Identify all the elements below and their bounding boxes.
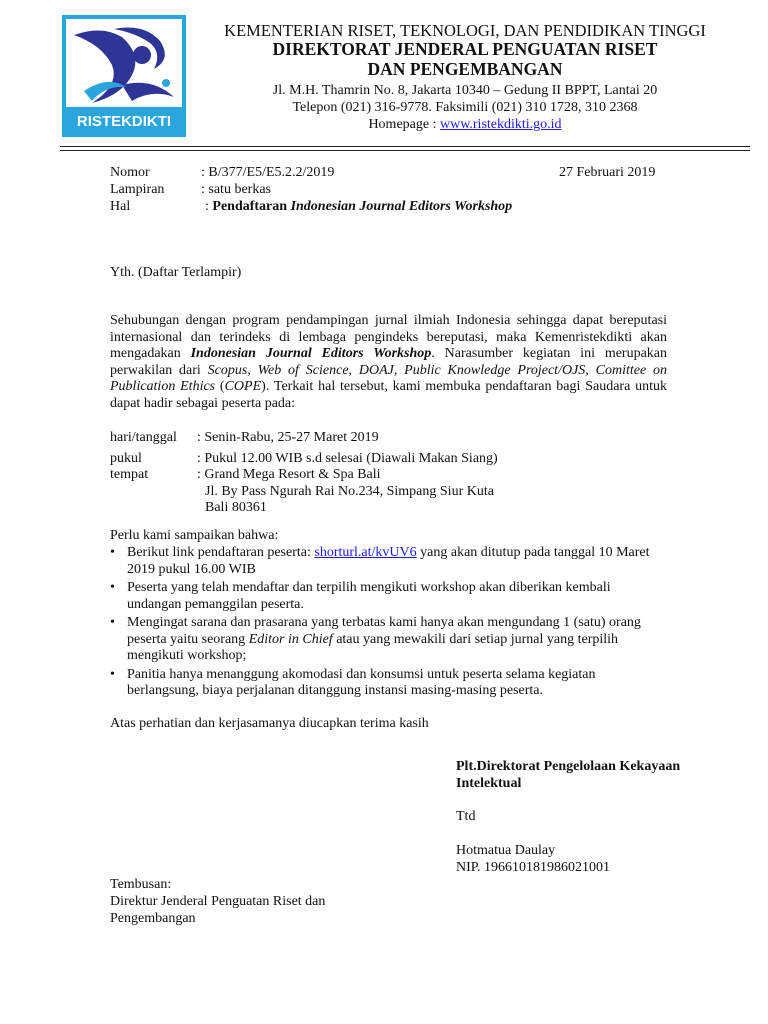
recipient: Yth. (Daftar Terlampir) bbox=[110, 265, 242, 280]
note-text: atau yang mewakili dari setiap jurnal yang terpilih mengikuti workshop; bbox=[127, 631, 619, 663]
directorate-line2: DAN PENGEMBANGAN bbox=[367, 59, 563, 79]
list-item: • Panitia hanya menanggung akomodasi dan konsumsi untuk peserta selama kegiatan berlangsung, biaya perjalanan ditanggung instansi masing-masing peserta. bbox=[110, 667, 667, 700]
hal-subject: Pendaftaran bbox=[212, 199, 291, 214]
body-text: ). Terkait hal tersebut, kami membuka pendaftaran bagi Saudara untuk dapat hadir sebagai peserta pada: bbox=[110, 379, 667, 411]
place-value: : Grand Mega Resort & Spa Bali bbox=[197, 467, 381, 482]
place-label: tempat bbox=[110, 467, 149, 482]
list-item bbox=[110, 545, 667, 578]
logo-text: RISTEKDIKTI bbox=[76, 113, 172, 130]
signature-ttd: Ttd bbox=[456, 809, 476, 824]
body-text: ( bbox=[215, 379, 225, 394]
event-name: Indonesian Journal Editors Workshop bbox=[190, 346, 432, 361]
cope: COPE bbox=[224, 379, 262, 394]
nomor-value: : B/377/E5/E5.2.2/2019 bbox=[201, 165, 335, 180]
logo-graphic bbox=[62, 15, 186, 137]
ministry-name: KEMENTERIAN RISET, TEKNOLOGI, DAN PENDIDIKAN TINGGI bbox=[224, 21, 706, 40]
body-paragraph bbox=[110, 313, 667, 412]
lampiran-label: Lampiran bbox=[110, 182, 165, 197]
signature-title-text: Intelektual bbox=[456, 776, 522, 791]
note-text: Berikut link pendaftaran peserta: bbox=[127, 545, 315, 560]
note-text: Mengingat sarana dan prasarana yang terbatas kami hanya akan mengundang 1 (satu) orang peserta yaitu seorang bbox=[127, 615, 641, 647]
note-text: yang akan ditutup pada tanggal 10 Maret 2019 pukul 16.00 WIB bbox=[127, 545, 650, 577]
hal-event: Indonesian Journal Editors Workshop bbox=[290, 199, 513, 214]
place-address-2: Bali 80361 bbox=[205, 500, 267, 515]
editor-in-chief: Editor in Chief bbox=[248, 631, 333, 647]
hal-label: Hal bbox=[110, 199, 131, 214]
cc-line-1: Direktur Jenderal Penguatan Riset dan bbox=[110, 894, 326, 909]
notes-intro: Perlu kami sampaikan bahwa: bbox=[110, 528, 279, 543]
signatory-nip: NIP. 196610181986021001 bbox=[456, 860, 611, 875]
nomor-label: Nomor bbox=[110, 165, 150, 180]
signature-title-text: Plt.Direktorat Pengelolaan Kekayaan bbox=[456, 759, 681, 774]
phone-fax: Telepon (021) 316-9778. Faksimili (021) 310 1728, 310 2368 bbox=[292, 100, 638, 115]
header-rule-thin bbox=[60, 150, 750, 151]
place-address-1: Jl. By Pass Ngurah Rai No.234, Simpang Siur Kuta bbox=[205, 484, 494, 499]
header-rule bbox=[60, 146, 750, 147]
time-value: : Pukul 12.00 WIB s.d selesai (Diawali Makan Siang) bbox=[197, 451, 498, 466]
cc-line-2: Pengembangan bbox=[110, 911, 196, 926]
list-item: • Peserta yang telah mendaftar dan terpilih mengikuti workshop akan diberikan kembali undangan pemanggilan peserta. bbox=[110, 580, 667, 613]
signatory-name: Hotmatua Daulay bbox=[456, 843, 556, 858]
day-label: hari/tanggal bbox=[110, 430, 177, 445]
registration-link[interactable]: shorturl.at/kvUV6 bbox=[314, 545, 417, 560]
notes-list bbox=[110, 545, 667, 702]
hal-value bbox=[205, 199, 512, 216]
homepage-label: Homepage : bbox=[368, 117, 440, 132]
hal-colon: : bbox=[205, 199, 209, 214]
lampiran-value: : satu berkas bbox=[201, 182, 271, 197]
body-text: Sehubungan dengan program pendampingan jurnal ilmiah Indonesia sehingga dapat bereputasi internasional dan terindeks di lembaga pengindeks bereputasi, maka Kemenristekdikti akan mengadakan bbox=[110, 313, 667, 361]
directorate-line1: DIREKTORAT JENDERAL PENGUATAN RISET bbox=[272, 39, 658, 59]
signature-title-1 bbox=[456, 758, 680, 775]
signature-title-2 bbox=[456, 775, 521, 792]
closing: Atas perhatian dan kerjasamanya diucapkan terima kasih bbox=[110, 716, 429, 731]
ristekdikti-logo bbox=[62, 15, 186, 137]
address: Jl. M.H. Thamrin No. 8, Jakarta 10340 – Gedung II BPPT, Lantai 20 bbox=[272, 83, 658, 98]
list-item bbox=[110, 615, 667, 665]
homepage-link[interactable]: www.ristekdikti.go.id bbox=[439, 117, 562, 132]
day-value: : Senin-Rabu, 25-27 Maret 2019 bbox=[197, 430, 379, 445]
letter-date: 27 Februari 2019 bbox=[559, 165, 656, 180]
organizations: Scopus, Web of Science, DOAJ, Public Knowledge Project/OJS, Comittee on Publication Ethics bbox=[110, 362, 668, 394]
body-text: . Narasumber kegiatan ini merupakan perwakilan dari bbox=[110, 346, 668, 378]
time-label: pukul bbox=[110, 451, 142, 466]
homepage bbox=[190, 116, 740, 134]
cc-label: Tembusan: bbox=[110, 877, 172, 892]
